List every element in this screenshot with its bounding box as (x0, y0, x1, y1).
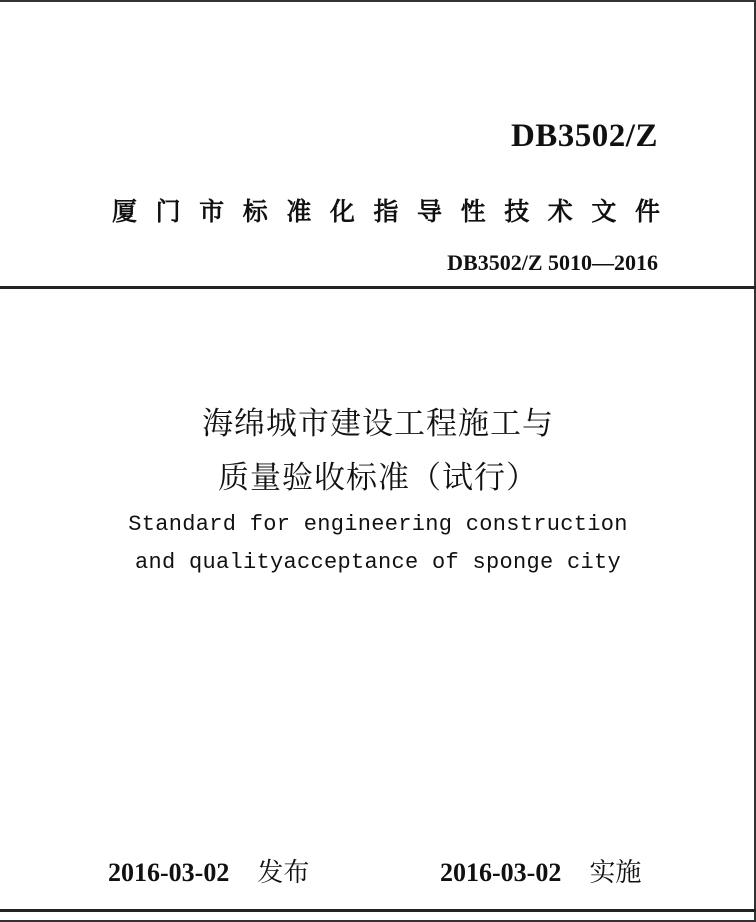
title-zh-line-2: 质量验收标准（试行） (218, 460, 538, 496)
series-name-char: 化 (329, 197, 355, 226)
series-name-char: 标 (242, 197, 268, 226)
series-name-char: 厦 (112, 197, 138, 226)
effective-label: 实施 (589, 858, 642, 888)
document-number: DB3502/Z 5010—2016 (447, 250, 658, 275)
series-name-char: 市 (199, 197, 225, 226)
footer-divider (0, 909, 756, 912)
publish-info (108, 852, 309, 889)
series-name-char: 门 (155, 197, 181, 226)
title-en-line-2: and qualityacceptance of sponge city (134, 550, 622, 575)
series-name-char: 文 (591, 197, 617, 226)
series-name-char: 准 (286, 197, 312, 226)
series-name-char: 导 (417, 197, 443, 226)
series-name-char: 性 (460, 197, 486, 226)
series-code: DB3502/Z (510, 118, 658, 154)
series-name-char: 件 (634, 197, 660, 226)
effective-date: 2016-03-02 (440, 858, 562, 887)
title-zh-line-1: 海绵城市建设工程施工与 (202, 406, 554, 442)
publish-date: 2016-03-02 (108, 858, 230, 887)
header-divider (0, 286, 756, 289)
series-name (112, 192, 660, 228)
series-name-char: 指 (373, 197, 399, 226)
title-en-line-1: Standard for engineering construction (128, 512, 628, 537)
effective-info (440, 852, 641, 889)
series-name-char: 术 (547, 197, 573, 226)
publish-label: 发布 (257, 858, 310, 888)
series-name-char: 技 (504, 197, 530, 226)
